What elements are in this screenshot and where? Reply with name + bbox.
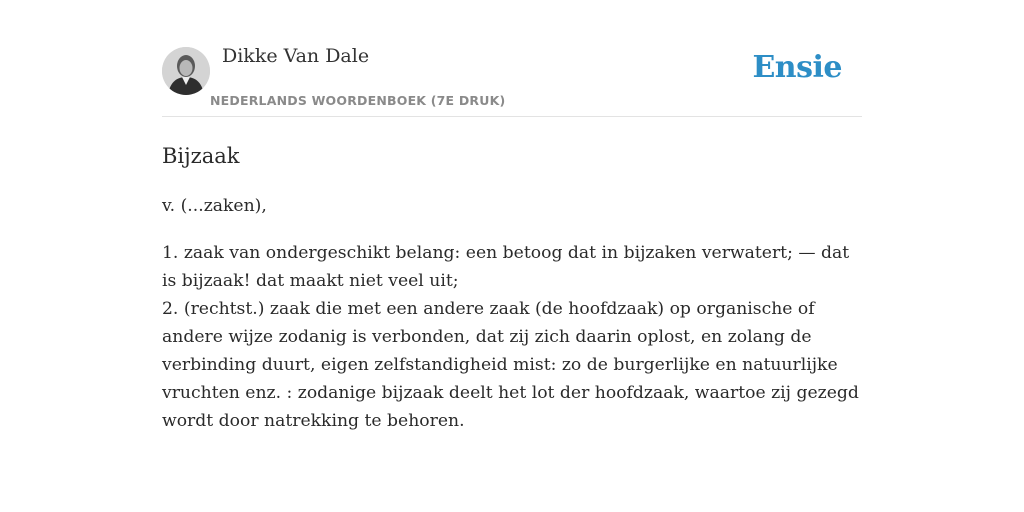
brand-logo[interactable]: Ensie xyxy=(752,50,842,85)
entry-headword: Bijzaak xyxy=(162,144,240,168)
content-container xyxy=(162,0,862,435)
header xyxy=(162,0,862,117)
entry-senses xyxy=(162,239,862,435)
author-avatar[interactable] xyxy=(162,47,210,95)
author-name[interactable]: Dikke Van Dale xyxy=(222,45,370,67)
entry-grammar: v. (...zaken), xyxy=(162,196,267,216)
portrait-icon xyxy=(162,47,210,95)
source-label[interactable]: NEDERLANDS WOORDENBOEK (7E DRUK) xyxy=(210,93,506,108)
sense-1: 1. zaak van ondergeschikt belang: een betoog dat in bijzaken verwatert; — dat is bijzaak! dat maakt niet veel uit; xyxy=(162,243,850,291)
sense-2: 2. (rechtst.) zaak die met een andere zaak (de hoofdzaak) op organische of andere wijze zodanig is verbonden, dat zij zich daarin oplost, en zolang de verbinding duurt, eigen zelfstandigheid mist: zo de burgerlijke en natuurlijke vruchten enz. : zodanige bijzaak deelt het lot der hoofdzaak, waartoe zij gezegd wordt door natrekking te behoren. xyxy=(162,299,859,431)
